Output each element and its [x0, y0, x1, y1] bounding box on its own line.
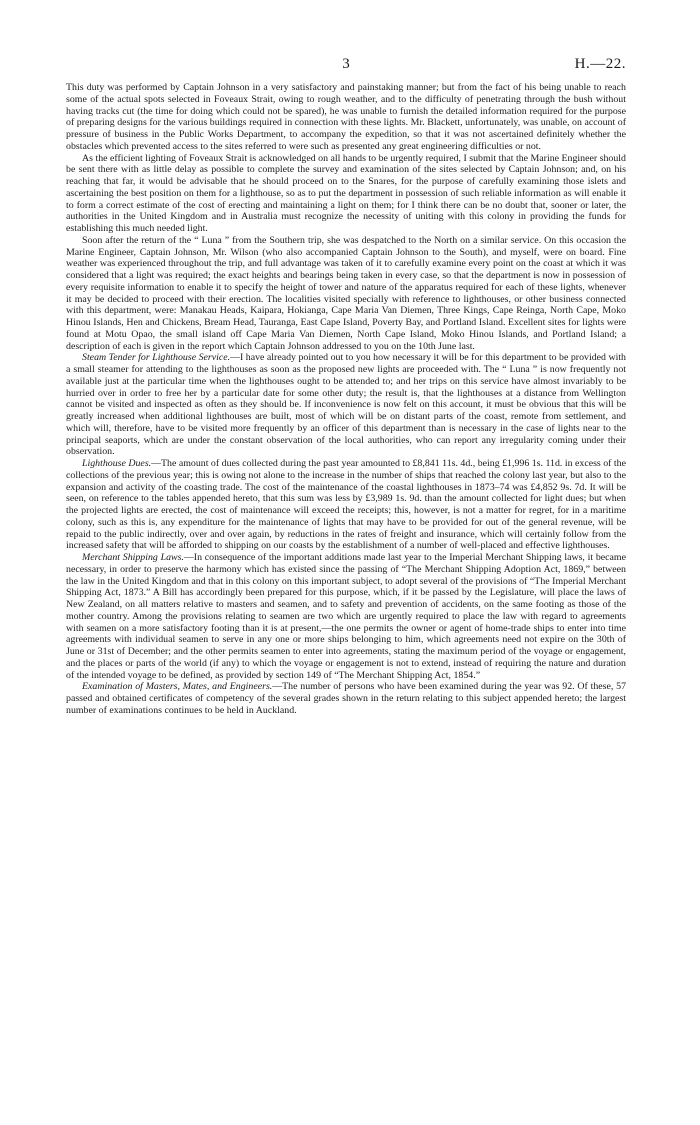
- section-heading: Examination of Masters, Mates, and Engineers.: [82, 681, 273, 693]
- paragraph: [66, 352, 626, 458]
- paragraph-text: As the efficient lighting of Foveaux Strait is acknowledged on all hands to be urgently required, I submit that the Marine Engineer should be sent there with as little delay as possible to complete the survey and examination of the sites selected by Captain Johnson; and, on his reaching that far, it would be advisable that he should proceed on to the Snares, for the purpose of carefully examining those islets and ascertaining the best position on them for a lighthouse, so as to put the department in possession of such reliable information as will enable it to form a correct estimate of the cost of erecting and maintaining a light on them; for I think there can be no doubt that, sooner or later, the authorities in the United Kingdom and in Australia must recognize the necessity of uniting with this colony in providing the funds for establishing this much needed light.: [66, 152, 626, 234]
- paragraph: [66, 235, 626, 353]
- paragraph: [66, 82, 626, 153]
- section-heading: Steam Tender for Lighthouse Service.: [82, 352, 231, 364]
- section-heading: Lighthouse Dues.: [82, 458, 152, 469]
- paragraph-text: —The number of persons who have been examined during the year was 92. Of these, 57 passed and obtained certificates of competency of the several grades shown in the return relating to this subject appended hereto; the largest number of examinations continues to be held in Auckland.: [66, 681, 627, 716]
- page-header: [66, 56, 626, 76]
- paragraph-text: —I have already pointed out to you how necessary it will be for this department to be provided with a small steamer for attending to the lighthouses as soon as the proposed new lights are proceeded with. The “ Luna ” is now frequently not available just at the particular time when the lighthouses ought to be attended to; and her trips on this service have almost invariably to be hurried over in order to free her by a particular date for some other duty; the result is, that the lighthouses at a distance from Wellington cannot be visited and inspected as often as they should be. If inconvenience is now felt on this account, it must be obvious that this will be greatly increased when additional lighthouses are built, most of which will be on distant parts of the coast, remote from settlement, and which will, therefore, have to be visited more frequently by an officer of this department than is necessary in the case of lights near to the principal seaports, which are under the constant observation of the local authorities, who can report any irregularity coming under their observation.: [66, 352, 626, 458]
- paragraph: [66, 153, 626, 235]
- page-number: 3: [342, 56, 350, 72]
- section-heading: Merchant Shipping Laws.: [82, 552, 184, 563]
- paragraph-text: This duty was performed by Captain Johnson in a very satisfactory and painstaking manner; but from the fact of his being unable to reach some of the actual spots selected in Foveaux Strait, owing to rough weather, and to the difficulty of penetrating through the bush without having tracks cut (the time for doing which could not be spared), he was unable to furnish the detailed information required for the purpose of preparing designs for the various buildings required in connection with these lights. Mr. Blackett, unfortunately, was unable, on account of pressure of business in the Public Works Department, to accompany the expedition, so that it was not ascertained definitely whether the obstacles which prevented access to the sites referred to were such as presented any great engineering difficulties or not.: [66, 82, 626, 152]
- paragraph: [66, 458, 626, 552]
- paragraph-text: Soon after the return of the “ Luna ” from the Southern trip, she was despatched to the North on a similar service. On this occasion the Marine Engineer, Captain Johnson, Mr. Wilson (who also accompanied Captain Johnson to the South), and myself, were on board. Fine weather was experienced throughout the trip, and full advantage was taken of it to carefully examine every point on the coast at which it was considered that a light was required; the exact heights and bearings being taken in every case, so that the department is now in possession of every requisite information to enable it to specify the height of tower and nature of the apparatus required for each of these lights, whenever it may be decided to proceed with their erection. The localities visited specially with reference to lighthouses, or other business connected with this department, were: Manakau Heads, Kaipara, Hokianga, Cape Maria Van Diemen, Three Kings, Cape Reinga, North Cape, Moko Hinou Islands, Hen and Chickens, Bream Head, Tauranga, East Cape Island, Poverty Bay, and Portland Island. Excellent sites for lights were found at Motu Opao, the small island off Cape Maria Van Diemen, North Cape Island, Moko Hinou Islands, and Portland Island; a description of each is given in the report which Captain Johnson addressed to you on the 10th June last.: [66, 234, 626, 352]
- paragraph: [66, 552, 626, 681]
- paragraph-text: —In consequence of the important additions made last year to the Imperial Merchant Shipping laws, it became necessary, in order to preserve the harmony which has existed since the passing of “The Merchant Shipping Adoption Act, 1869,” between the law in the United Kingdom and that in this colony on this important subject, to adopt several of the provisions of “The Imperial Merchant Shipping Act, 1873.” A Bill has accordingly been prepared for this purpose, which, if it be passed by the Legislature, will place the laws of New Zealand, on all matters relative to masters and seamen, and to safety and prevention of accidents, on the same footing as those of the mother country. Among the provisions relating to seamen are two which are urgently required to place the law with regard to agreements with seamen on a more satisfactory footing than it is at present,—the one permits the owner or agent of home-trade ships to enter into time agreements with individual seamen to serve in any one or more ships belonging to him, which agreements need not expire on the 30th of June or 31st of December; and the other permits seamen to enter into agreements, stating the maximum period of the voyage or engagement, and the places or parts of the world (if any) to which the voyage or engagement is not to extend, instead of requiring the nature and duration of the intended voyage to be defined, as provided by section 149 of “The Merchant Shipping Act, 1854.”: [66, 552, 626, 681]
- document-reference: H.—22.: [574, 56, 626, 72]
- body-text: [66, 82, 626, 717]
- paragraph: [66, 681, 626, 716]
- paragraph-text: —The amount of dues collected during the past year amounted to £8,841 11s. 4d., being £1,996 1s. 11d. in excess of the collections of the previous year; this is owing not alone to the increase in the number of ships that reached the colony last year, but also to the expansion and activity of the coasting trade. The cost of the maintenance of the coastal lighthouses in 1873–74 was £4,852 9s. 7d. It will be seen, on reference to the tables appended hereto, that this sum was less by £3,989 1s. 9d. than the amount collected for light dues; but when the projected lights are erected, the cost of maintenance will exceed the receipts; this, however, is not a matter for regret, for in a maritime colony, such as this is, any expenditure for the maintenance of lights that may have to be provided for out of the general revenue, will be repaid to the public indirectly, over and over again, by reductions in the rates of freight and insurance, which will certainly follow from the increased safety that will be afforded to shipping on our coasts by the establishment of a number of well-placed and effective lighthouses.: [66, 458, 626, 552]
